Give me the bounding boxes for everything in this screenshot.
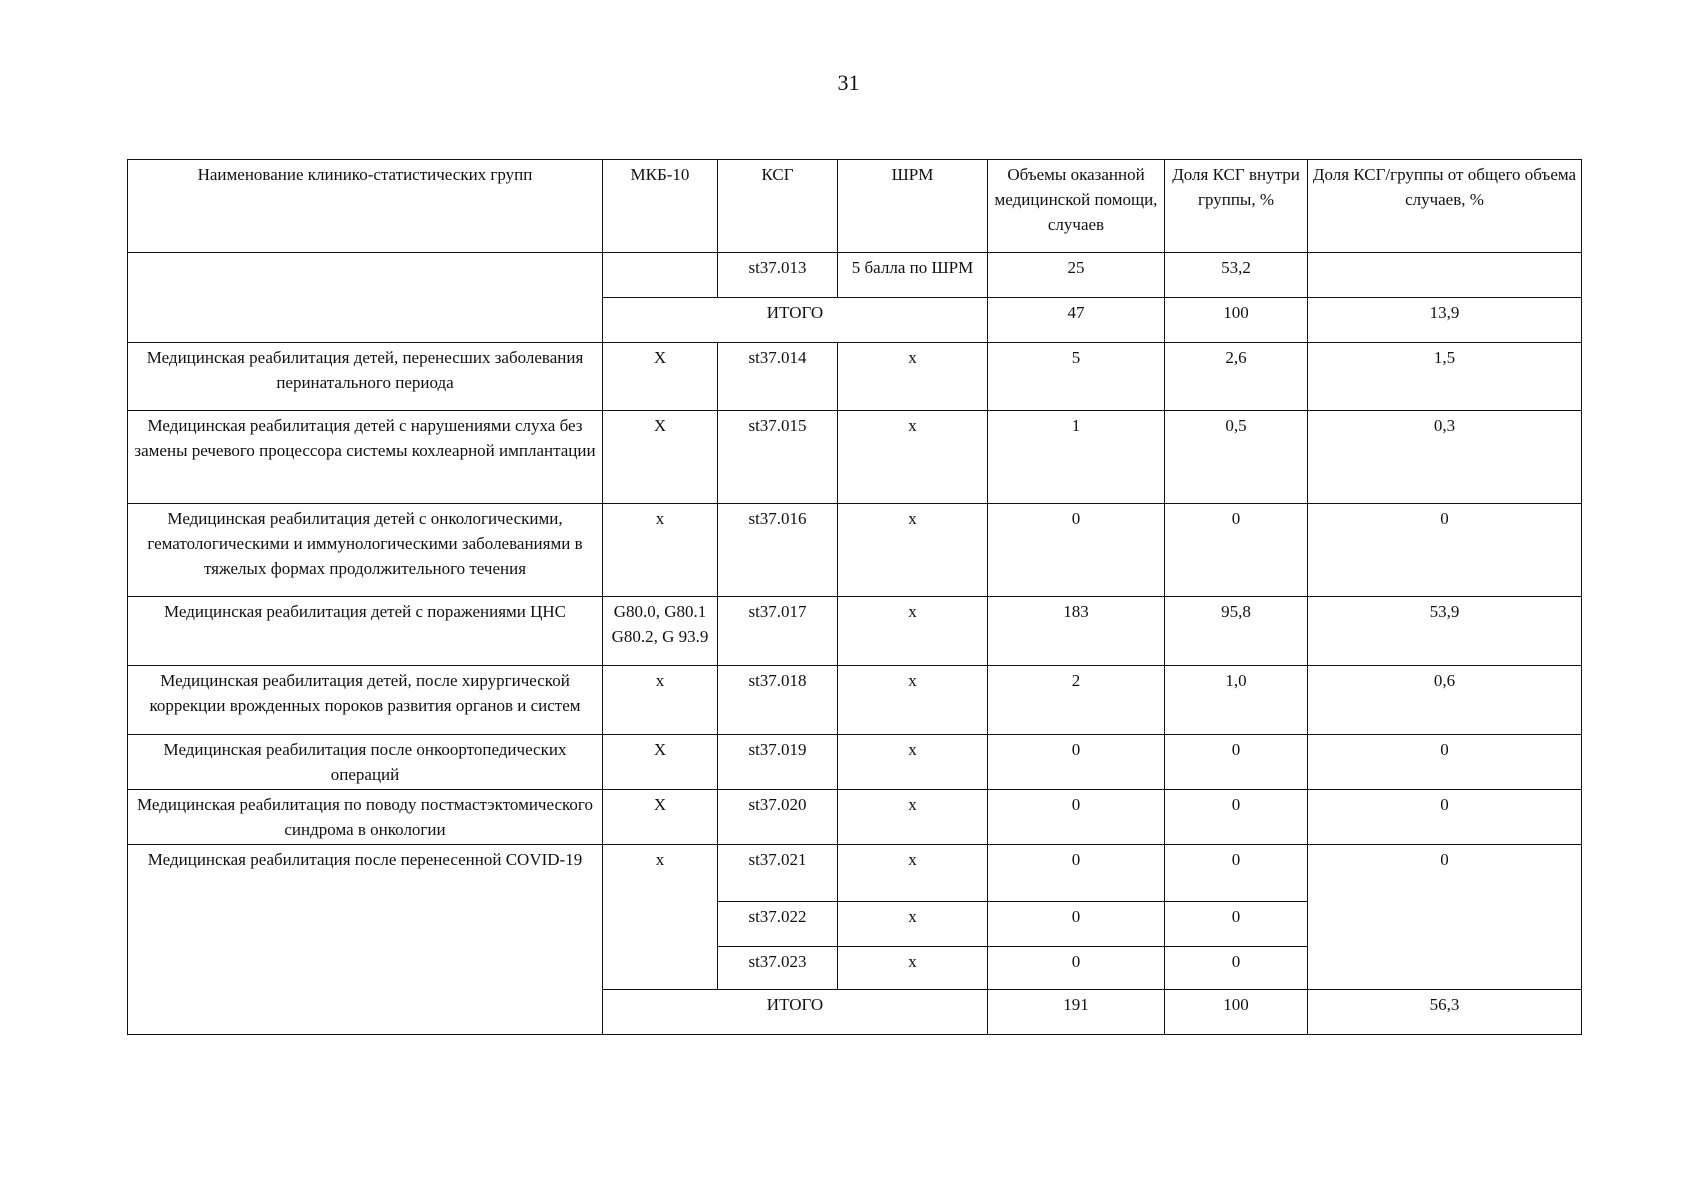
ksg-cell: st37.023 [718,947,838,990]
ksg-cell: st37.019 [718,735,838,790]
ksg-cell: st37.022 [718,902,838,947]
share-total-cell: 1,5 [1308,343,1582,411]
ksg-cell: st37.013 [718,253,838,298]
share-in-group-cell: 1,0 [1165,666,1308,735]
table-row [128,411,1582,504]
share-in-group-cell: 0 [1165,504,1308,597]
share-total-cell [1308,253,1582,298]
total-share-in-group: 100 [1165,298,1308,343]
volume-cell: 25 [988,253,1165,298]
shrm-cell: x [838,790,988,845]
mkb-cell: X [603,411,718,504]
total-volume: 47 [988,298,1165,343]
volume-cell: 0 [988,790,1165,845]
shrm-cell: x [838,504,988,597]
share-total-cell: 0 [1308,790,1582,845]
page-number: 31 [837,70,860,95]
share-in-group-cell: 2,6 [1165,343,1308,411]
share-total-cell: 0,3 [1308,411,1582,504]
mkb-cell: x [603,845,718,990]
total-share-total: 56,3 [1308,990,1582,1035]
mkb-cell: G80.0, G80.1 G80.2, G 93.9 [603,597,718,666]
volume-cell: 0 [988,504,1165,597]
ksg-cell: st37.018 [718,666,838,735]
table-row [128,597,1582,666]
share-total-cell: 0 [1308,735,1582,790]
header-volume: Объемы оказанной медицинской помощи, случаев [988,160,1165,253]
ksg-cell: st37.021 [718,845,838,902]
share-total-cell: 53,9 [1308,597,1582,666]
share-in-group-cell: 0 [1165,845,1308,902]
shrm-cell: x [838,735,988,790]
header-share-in-group: Доля КСГ внутри группы, % [1165,160,1308,253]
group-name: Медицинская реабилитация детей с нарушениями слуха без замены речевого процессора системы кохлеарной имплантации [128,411,603,504]
mkb-cell: x [603,504,718,597]
group-name: Медицинская реабилитация детей, перенесших заболевания перинатального периода [128,343,603,411]
share-in-group-cell: 53,2 [1165,253,1308,298]
mkb-cell: X [603,735,718,790]
total-share-in-group: 100 [1165,990,1308,1035]
header-ksg: КСГ [718,160,838,253]
volume-cell: 2 [988,666,1165,735]
header-mkb: МКБ-10 [603,160,718,253]
group-name: Медицинская реабилитация по поводу постмастэктомического синдрома в онкологии [128,790,603,845]
ksg-table [127,159,1582,1035]
group-name-empty [128,253,603,343]
table-row [128,845,1582,902]
ksg-cell: st37.016 [718,504,838,597]
volume-cell: 0 [988,947,1165,990]
ksg-cell: st37.017 [718,597,838,666]
ksg-cell: st37.015 [718,411,838,504]
table-row [128,504,1582,597]
volume-cell: 183 [988,597,1165,666]
share-in-group-cell: 0 [1165,902,1308,947]
table-row [128,735,1582,790]
header-share-total: Доля КСГ/группы от общего объема случаев, % [1308,160,1582,253]
share-in-group-cell: 0,5 [1165,411,1308,504]
share-total-cell: 0 [1308,504,1582,597]
shrm-cell: x [838,597,988,666]
mkb-cell: x [603,666,718,735]
shrm-cell: x [838,902,988,947]
share-total-cell: 0,6 [1308,666,1582,735]
volume-cell: 0 [988,735,1165,790]
total-label: ИТОГО [603,990,988,1035]
share-in-group-cell: 0 [1165,947,1308,990]
mkb-cell: X [603,343,718,411]
total-label: ИТОГО [603,298,988,343]
volume-cell: 1 [988,411,1165,504]
shrm-cell: x [838,845,988,902]
mkb-cell: X [603,790,718,845]
group-name: Медицинская реабилитация после онкоортопедических операций [128,735,603,790]
table-header-row [128,160,1582,253]
table-row [128,253,1582,298]
share-total-cell: 0 [1308,845,1582,990]
volume-cell: 0 [988,845,1165,902]
total-share-total: 13,9 [1308,298,1582,343]
shrm-cell: 5 балла по ШРМ [838,253,988,298]
share-in-group-cell: 95,8 [1165,597,1308,666]
mkb-cell [603,253,718,298]
header-name: Наименование клинико-статистических групп [128,160,603,253]
table-row [128,666,1582,735]
volume-cell: 5 [988,343,1165,411]
shrm-cell: x [838,411,988,504]
table-row [128,790,1582,845]
shrm-cell: x [838,666,988,735]
group-name: Медицинская реабилитация детей с онкологическими, гематологическими и иммунологическими заболеваниями в тяжелых формах продолжительного течения [128,504,603,597]
group-name: Медицинская реабилитация детей с поражениями ЦНС [128,597,603,666]
shrm-cell: x [838,947,988,990]
table-row [128,343,1582,411]
volume-cell: 0 [988,902,1165,947]
header-shrm: ШРМ [838,160,988,253]
ksg-cell: st37.020 [718,790,838,845]
share-in-group-cell: 0 [1165,735,1308,790]
total-volume: 191 [988,990,1165,1035]
share-in-group-cell: 0 [1165,790,1308,845]
group-name: Медицинская реабилитация после перенесенной COVID-19 [128,845,603,1035]
ksg-cell: st37.014 [718,343,838,411]
group-name: Медицинская реабилитация детей, после хирургической коррекции врожденных пороков развития органов и систем [128,666,603,735]
shrm-cell: x [838,343,988,411]
